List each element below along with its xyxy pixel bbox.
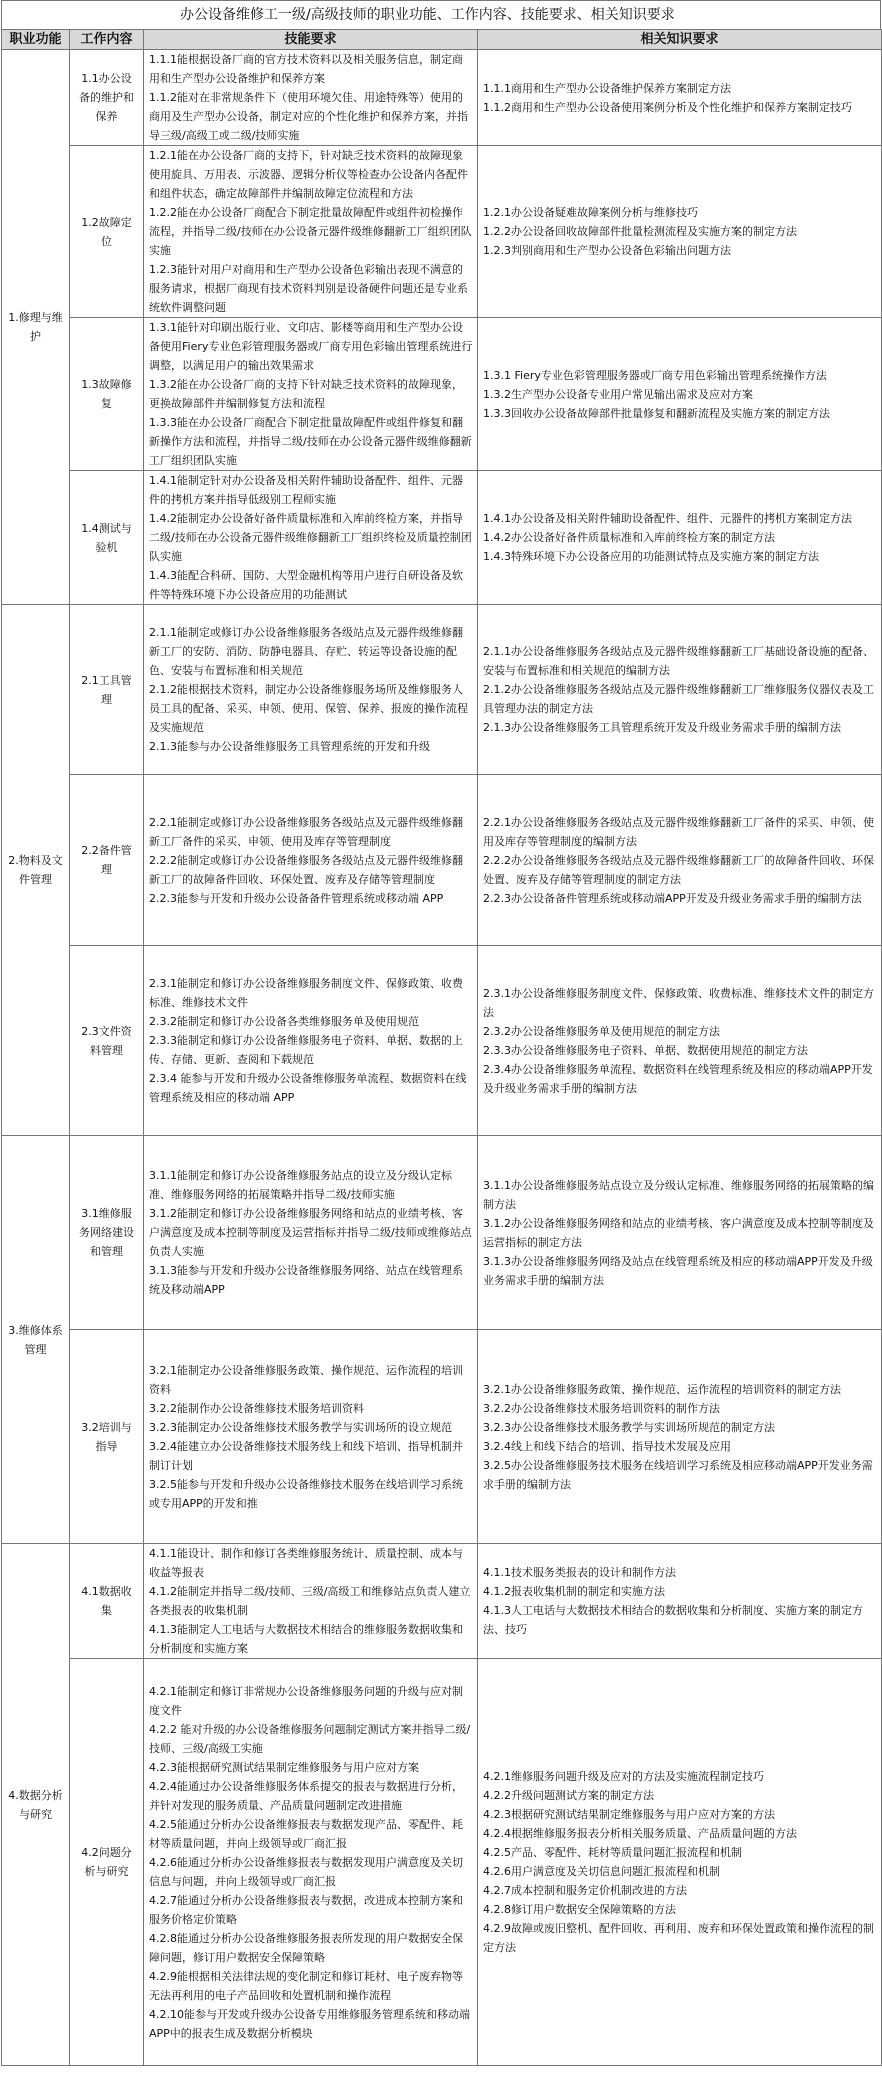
skills-cell: 4.2.1能制定和修订非常规办公设备维修服务问题的升级与应对制度文件 4.2.2 能对升级的办公设备维修服务问题制定测试方案并指导二级/技师、三级/高级工实施 4.2.3能根据研究测试结果制定维修服务与用户应对方案 4.2.4能通过办公设备维修服务体系提交的报表与数据进行分析，并针对发现的服务质量、产品质量问题制定改进措施 4.2.5能通过分析办公设备维修报表与数据发现产品、零配件、耗材等质量问题，并向上级领导或厂商汇报 4.2.6能通过分析办公设备维修报表与数据发现用户满意度及关切信息与问题，并向上级领导或厂商汇报 4.2.7能通过分析办公设备维修报表与数据，改进成本控制方案和服务价格定价策略 4.2.8能通过分析办公设备维修服务报表所发现的用户数据安全保障问题，修订用户数据安全保障策略 4.2.9能根据相关法律法规的变化制定和修订耗材、电子废弃物等无法再利用的电子产品回收和处置机制和操作流程 4.2.10能参与开发或升级办公设备专用维修服务管理系统和移动端APP中的报表生成及数据分析模块: [144, 1659, 478, 2066]
knowledge-cell: 4.1.1技术服务类报表的设计和制作方法 4.1.2报表收集机制的制定和实施方法 4.1.3人工电话与大数据技术相结合的数据收集和分析制度、实施方案的制定方法、技巧: [478, 1544, 882, 1659]
skills-cell: 3.2.1能制定办公设备维修服务政策、操作规范、运作流程的培训资料 3.2.2能制作办公设备维修技术服务培训资料 3.2.3能制定办公设备维修技术服务教学与实训场所的设立规范 3.2.4能建立办公设备维修技术服务线上和线下培训、指导机制并制订计划 3.2.5能参与开发和升级办公设备维修技术服务在线培训学习系统或专用APP的开发和推: [144, 1330, 478, 1544]
knowledge-cell: 3.1.1办公设备维修服务站点设立及分级认定标准、维修服务网络的拓展策略的编制方法 3.1.2办公设备维修服务网络和站点的业绩考核、客户满意度及成本控制等制度及运营指标的制定方法 3.1.3办公设备维修服务网络及站点在线管理系统及相应的移动端APP开发及升级业务需求手册的编制方法: [478, 1136, 882, 1330]
skills-cell: 1.2.1能在办公设备厂商的支持下，针对缺乏技术资料的故障现象使用旋具、万用表、示波器、逻辑分析仪等检查办公设备内各配件和组件状态，确定故障部件并编制故障定位流程和方法 1.2.2能在办公设备厂商配合下制定批量故障配件或组件初检操作流程，并指导二级/技师在办公设备元器件级维修翻新工厂组织团队实施 1.2.3能针对用户对商用和生产型办公设备色彩输出表现不满意的服务请求，根据厂商现有技术资料判别是设备硬件问题还是专业系统软件调整问题: [144, 146, 478, 318]
document-page: [1, 0, 881, 2066]
requirements-table: [1, 29, 882, 2066]
skills-cell: 2.2.1能制定或修订办公设备维修服务各级站点及元器件级维修翻新工厂备件的采买、申领、使用及库存等管理制度 2.2.2能制定或修订办公设备维修服务各级站点及元器件级维修翻新工厂的故障备件回收、环保处置、废弃及存储等管理制度 2.2.3能参与开发和升级办公设备备件管理系统或移动端 APP: [144, 775, 478, 946]
table-body: [2, 50, 882, 2066]
function-cell: 2.物料及文件管理: [2, 605, 70, 1136]
content-cell: 3.2培训与指导: [70, 1330, 144, 1544]
knowledge-cell: 2.3.1办公设备维修服务制度文件、保修政策、收费标准、维修技术文件的制定方法 2.3.2办公设备维修服务单及使用规范的制定方法 2.3.3办公设备维修服务电子资料、单据、数据使用规范的制定方法 2.3.4办公设备维修服务单流程、数据资料在线管理系统及相应的移动端APP开发及升级业务需求手册的编制方法: [478, 946, 882, 1136]
skills-cell: 1.3.1能针对印刷出版行业、文印店、影楼等商用和生产型办公设备使用Fiery专业色彩管理服务器或厂商专用色彩输出管理系统进行调整，以满足用户的输出效果需求 1.3.2能在办公设备厂商的支持下针对缺乏技术资料的故障现象，更换故障部件并编制修复方法和流程 1.3.3能在办公设备厂商配合下制定批量故障配件或组件修复和翻新操作方法和流程，并指导二级/技师在办公设备元器件级维修翻新工厂组织团队实施: [144, 318, 478, 471]
content-cell: 4.2问题分析与研究: [70, 1659, 144, 2066]
function-cell: 1.修理与维护: [2, 50, 70, 605]
skills-cell: 1.4.1能制定针对办公设备及相关附件辅助设备配件、组件、元器件的拷机方案并指导低级别工程师实施 1.4.2能制定办公设备好备件质量标准和入库前终检方案，并指导二级/技师在办公设备元器件级维修翻新工厂组织终检及质量控制团队实施 1.4.3能配合科研、国防、大型金融机构等用户进行自研设备及软件等特殊环境下办公设备应用的功能测试: [144, 471, 478, 605]
table-row: [2, 946, 882, 1136]
skills-cell: 4.1.1能设计、制作和修订各类维修服务统计、质量控制、成本与收益等报表 4.1.2能制定并指导二级/技师、三级/高级工和维修站点负责人建立各类报表的收集机制 4.1.3能制定人工电话与大数据技术相结合的维修服务数据收集和分析制度和实施方案: [144, 1544, 478, 1659]
knowledge-cell: 2.1.1办公设备维修服务各级站点及元器件级维修翻新工厂基础设备设施的配备、安装与布置标准和相关规范的编制方法 2.1.2办公设备维修服务各级站点及元器件级维修翻新工厂维修服务仪器仪表及工具管理办法的制定方法 2.1.3办公设备维修服务工具管理系统开发及升级业务需求手册的编制方法: [478, 605, 882, 775]
table-row: [2, 1659, 882, 2066]
content-cell: 3.1维修服务网络建设和管理: [70, 1136, 144, 1330]
function-cell: 4.数据分析与研究: [2, 1544, 70, 2066]
table-row: [2, 1544, 882, 1659]
page-title: 办公设备维修工一级/高级技师的职业功能、工作内容、技能要求、相关知识要求: [1, 0, 881, 29]
header-knowledge: 相关知识要求: [478, 30, 882, 50]
knowledge-cell: 2.2.1办公设备维修服务各级站点及元器件级维修翻新工厂备件的采买、申领、使用及库存等管理制度的编制方法 2.2.2办公设备维修服务各级站点及元器件级维修翻新工厂的故障备件回收、环保处置、废弃及存储等管理制度的制定方法 2.2.3办公设备备件管理系统或移动端APP开发及升级业务需求手册的编制方法: [478, 775, 882, 946]
content-cell: 2.3文件资料管理: [70, 946, 144, 1136]
content-cell: 1.1办公设备的维护和保养: [70, 50, 144, 146]
table-row: [2, 1330, 882, 1544]
knowledge-cell: 3.2.1办公设备维修服务政策、操作规范、运作流程的培训资料的制定方法 3.2.2办公设备维修技术服务培训资料的制作方法 3.2.3办公设备维修技术服务教学与实训场所规范的制定方法 3.2.4线上和线下结合的培训、指导技术发展及应用 3.2.5办公设备维修服务技术服务在线培训学习系统及相应移动端APP开发业务需求手册的编制方法: [478, 1330, 882, 1544]
skills-cell: 1.1.1能根据设备厂商的官方技术资料以及相关服务信息，制定商用和生产型办公设备维护和保养方案 1.1.2能对在非常规条件下（使用环境欠佳、用途特殊等）使用的商用及生产型办公设备，制定对应的个性化维护和保养方案，并指导三级/高级工或二级/技师实施: [144, 50, 478, 146]
table-row: [2, 1136, 882, 1330]
table-row: [2, 50, 882, 146]
skills-cell: 2.1.1能制定或修订办公设备维修服务各级站点及元器件级维修翻新工厂的安防、消防、防静电器具、存贮、转运等设备设施的配色、安装与布置标准和相关规范 2.1.2能根据技术资料，制定办公设备维修服务场所及维修服务人员工具的配备、采买、申领、使用、保管、保养、报废的操作流程及实施规范 2.1.3能参与办公设备维修服务工具管理系统的开发和升级: [144, 605, 478, 775]
content-cell: 1.3故障修复: [70, 318, 144, 471]
table-row: [2, 318, 882, 471]
content-cell: 2.1工具管理: [70, 605, 144, 775]
header-content: 工作内容: [70, 30, 144, 50]
table-row: [2, 146, 882, 318]
content-cell: 4.1数据收集: [70, 1544, 144, 1659]
skills-cell: 3.1.1能制定和修订办公设备维修服务站点的设立及分级认定标准、维修服务网络的拓展策略并指导二级/技师实施 3.1.2能制定和修订办公设备维修服务网络和站点的业绩考核、客户满意度及成本控制等制度及运营指标并指导二级/技师或维修站点负责人实施 3.1.3能参与开发和升级办公设备维修服务网络、站点在线管理系统及移动端APP: [144, 1136, 478, 1330]
table-row: [2, 605, 882, 775]
function-cell: 3.维修体系管理: [2, 1136, 70, 1544]
knowledge-cell: 1.3.1 Fiery专业色彩管理服务器或厂商专用色彩输出管理系统操作方法 1.3.2生产型办公设备专业用户常见输出需求及应对方案 1.3.3回收办公设备故障部件批量修复和翻新流程及实施方案的制定方法: [478, 318, 882, 471]
table-header-row: [2, 30, 882, 50]
content-cell: 2.2备件管理: [70, 775, 144, 946]
table-row: [2, 775, 882, 946]
content-cell: 1.4测试与验机: [70, 471, 144, 605]
knowledge-cell: 1.1.1商用和生产型办公设备维护保养方案制定方法 1.1.2商用和生产型办公设备使用案例分析及个性化维护和保养方案制定技巧: [478, 50, 882, 146]
content-cell: 1.2故障定位: [70, 146, 144, 318]
knowledge-cell: 1.2.1办公设备疑难故障案例分析与维修技巧 1.2.2办公设备回收故障部件批量检测流程及实施方案的制定方法 1.2.3判别商用和生产型办公设备色彩输出问题方法: [478, 146, 882, 318]
skills-cell: 2.3.1能制定和修订办公设备维修服务制度文件、保修政策、收费标准、维修技术文件 2.3.2能制定和修订办公设备各类维修服务单及使用规范 2.3.3能制定和修订办公设备维修服务电子资料、单据、数据的上传、存储、更新、查阅和下载规范 2.3.4 能参与开发和升级办公设备维修服务单流程、数据资料在线管理系统及相应的移动端 APP: [144, 946, 478, 1136]
table-row: [2, 471, 882, 605]
knowledge-cell: 4.2.1维修服务问题升级及应对的方法及实施流程制定技巧 4.2.2升级问题测试方案的制定方法 4.2.3根据研究测试结果制定维修服务与用户应对方案的方法 4.2.4根据维修服务报表分析相关服务质量、产品质量问题的方法 4.2.5产品、零配件、耗材等质量问题汇报流程和机制 4.2.6用户满意度及关切信息问题汇报流程和机制 4.2.7成本控制和服务定价机制改进的方法 4.2.8修订用户数据安全保障策略的方法 4.2.9故障或废旧整机、配件回收、再利用、废弃和环保处置政策和操作流程的制定方法: [478, 1659, 882, 2066]
header-skills: 技能要求: [144, 30, 478, 50]
header-function: 职业功能: [2, 30, 70, 50]
knowledge-cell: 1.4.1办公设备及相关附件辅助设备配件、组件、元器件的拷机方案制定方法 1.4.2办公设备好备件质量标准和入库前终检方案的制定方法 1.4.3特殊环境下办公设备应用的功能测试特点及实施方案的制定方法: [478, 471, 882, 605]
